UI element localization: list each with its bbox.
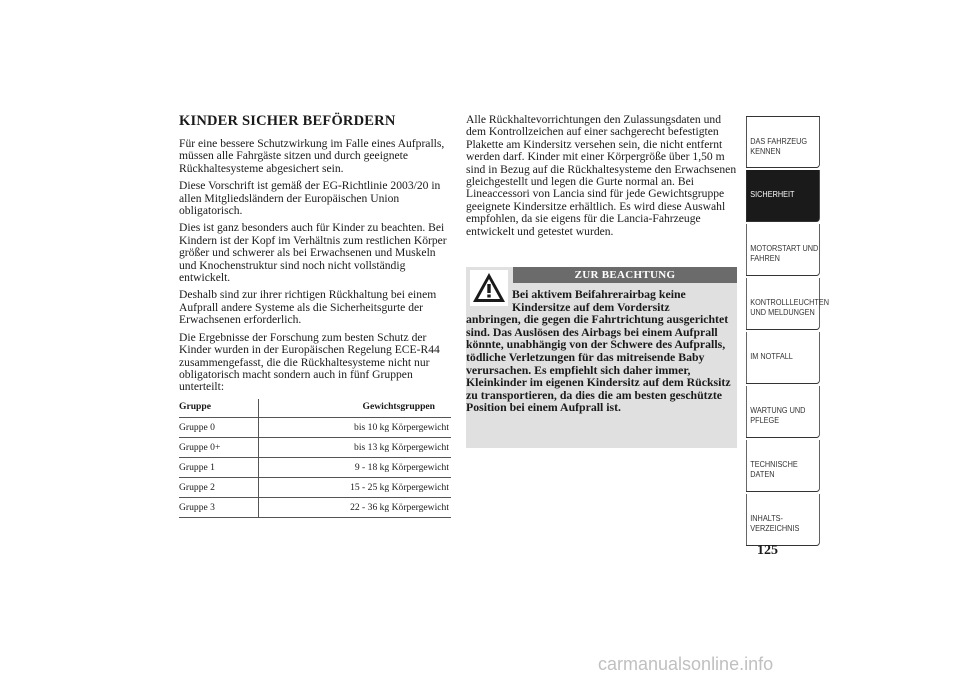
table-row — [179, 417, 451, 437]
warning-lead: Bei aktivem Beifahrerairbag keine Kindersitze auf dem Vordersitz — [512, 287, 686, 314]
paragraph: Diese Vorschrift ist gemäß der EG-Richtlinie 2003/20 in allen Mitgliedsländern der Europäischen Union obligatorisch. — [179, 179, 441, 218]
tab-inhaltsverzeichnis[interactable]: INHALTS-VERZEICHNIS — [746, 494, 820, 546]
section-title: KINDER SICHER BEFÖRDERN — [179, 113, 396, 129]
chapter-tabs — [746, 116, 829, 546]
group-cell: Gruppe 1 — [179, 457, 258, 477]
warning-body: anbringen, die gegen die Fahrtrichtung ausgerichtet sind. Das Auslösen des Airbags bei einem Aufprall könnte, unabhängig von der Schwere des Aufpralls, tödliche Verletzungen für das mitreisende Baby verursachen. Es empfiehlt sich daher immer, Kleinkinder im eigenen Kindersitz auf dem Rücksitz zu transportieren, da dies die am besten geschützte Position bei einem Aufprall ist. — [466, 312, 731, 415]
header-group: Gruppe — [179, 399, 258, 418]
table-row — [179, 497, 451, 517]
warning-box — [466, 267, 737, 448]
group-cell: Gruppe 3 — [179, 497, 258, 517]
watermark: carmanualsonline.info — [598, 654, 774, 674]
tab-kontrollleuchten[interactable]: KONTROLLLEUCHTEN UND MELDUNGEN — [746, 278, 820, 330]
paragraph: Die Ergebnisse der Forschung zum besten Schutz der Kinder wurden in der Europäischen Regelung ECE-R44 zusammengefasst, die die Rückhaltesysteme nicht nur obligatorisch macht sondern auch in fünf Gruppen unterteilt: — [179, 330, 440, 394]
tab-wartung-und-pflege[interactable]: WARTUNG UND PFLEGE — [746, 386, 820, 438]
paragraph: Alle Rückhaltevorrichtungen den Zulassungsdaten und dem Kontrollzeichen auf einer sachgerecht befestigten Plakette am Kindersitz versehen sein, die nicht entfernt werden darf. Kinder mit einer Körpergröße über 1,50 m sind in Bezug auf die Rückhaltesysteme den Erwachsenen gleichgestellt und legen die Gurte normal an. Bei Lineaccessori von Lancia sind für jede Gewichtsgruppe geeignete Kindersitze erhältlich. Es wird diese Auswahl empfohlen, da sie eigens für die Lancia-Fahrzeuge entwickelt und getestet wurden. — [466, 113, 737, 238]
tab-im-notfall[interactable]: IM NOTFALL — [746, 332, 820, 384]
group-cell: Gruppe 0 — [179, 417, 258, 437]
weight-groups-table — [179, 399, 451, 518]
table-row — [179, 477, 451, 497]
table-row — [179, 437, 451, 457]
weight-cell: 9 - 18 kg Körpergewicht — [260, 457, 451, 477]
weight-cell: 15 - 25 kg Körpergewicht — [260, 477, 451, 497]
group-cell: Gruppe 0+ — [179, 437, 258, 457]
tab-das-fahrzeug-kennen[interactable]: DAS FAHRZEUG KENNEN — [746, 116, 820, 168]
paragraph: Dies ist ganz besonders auch für Kinder zu beachten. Bei Kindern ist der Kopf im Verhältnis zum restlichen Körper größer und schwerer als bei Erwachsenen und Muskeln und Knochenstruktur sind noch nicht vollständig entwickelt. — [179, 221, 447, 285]
tab-motorstart-und-fahren[interactable]: MOTORSTART UND FAHREN — [746, 224, 820, 276]
group-cell: Gruppe 2 — [179, 477, 258, 497]
paragraph: Für eine bessere Schutzwirkung im Falle eines Aufpralls, müssen alle Fahrgäste sitzen und durch geeignete Rückhaltesysteme abgesichert sein. — [179, 137, 445, 175]
warning-heading: ZUR BEACHTUNG — [513, 267, 737, 283]
table-header-row — [179, 399, 451, 418]
weight-cell: 22 - 36 kg Körpergewicht — [260, 497, 451, 517]
weight-cell: bis 13 kg Körpergewicht — [260, 437, 451, 457]
paragraph: Deshalb sind zur ihrer richtigen Rückhaltung bei einem Aufprall andere Systeme als die Sicherheitsgurte der Erwachsenen erforderlich. — [179, 288, 437, 327]
table-row — [179, 457, 451, 477]
tab-technische-daten[interactable]: TECHNISCHE DATEN — [746, 440, 820, 492]
header-weight: Gewichtsgruppen — [260, 399, 451, 418]
left-column — [179, 112, 451, 518]
tab-sicherheit[interactable]: SICHERHEIT — [746, 170, 820, 222]
right-column — [466, 114, 741, 243]
warning-text — [466, 288, 737, 414]
weight-cell: bis 10 kg Körpergewicht — [260, 417, 451, 437]
page-number: 125 — [757, 543, 778, 558]
